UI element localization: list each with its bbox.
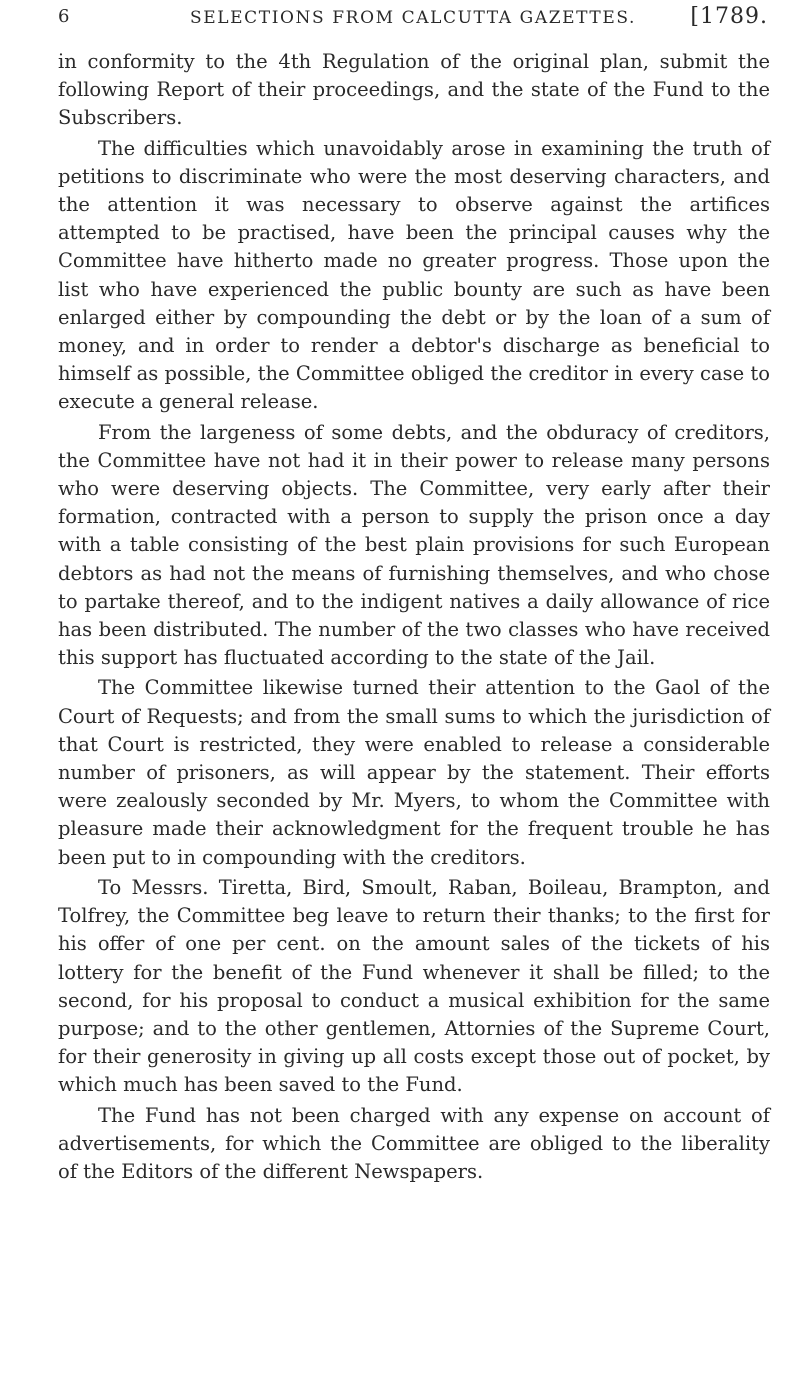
body-text <box>58 48 770 1186</box>
running-title: SELECTIONS FROM CALCUTTA GAZETTES. <box>190 8 636 28</box>
paragraph: From the largeness of some debts, and the obduracy of creditors, the Committee have not had it in their power to release many persons who were deserving objects. The Committee, very early after their formation, contracted with a person to supply the prison once a day with a table consisting of the best plain provisions for such European debtors as had not the means of furnishing themselves, and who chose to partake thereof, and to the indigent natives a daily allowance of rice has been distributed. The number of the two classes who have received this support has fluctuated according to the state of the Jail. <box>58 420 770 670</box>
header-year: [1789. <box>690 4 768 29</box>
page-number: 6 <box>58 6 70 27</box>
paragraph: The Committee likewise turned their attention to the Gaol of the Court of Requests; and from the small sums to which the jurisdiction of that Court is restricted, they were enabled to release a considerable number of prisoners, as will appear by the statement. Their efforts were zealously seconded by Mr. Myers, to whom the Committee with pleasure made their acknowledgment for the frequent trouble he has been put to in compounding with the creditors. <box>58 676 770 869</box>
running-head <box>58 4 768 44</box>
paragraph: The difficulties which unavoidably arose in examining the truth of petitions to discriminate who were the most deserving characters, and the attention it was necessary to observe against the artifices attempted to be practised, have been the principal causes why the Committee have hitherto made no greater progress. Those upon the list who have experienced the public bounty are such as have been enlarged either by compounding the debt or by the loan of a sum of money, and in order to render a debtor's discharge as beneficial to himself as possible, the Committee obliged the creditor in every case to execute a general release. <box>58 136 770 414</box>
paragraph: The Fund has not been charged with any expense on account of advertisements, for which the Committee are obliged to the liberality of the Editors of the different Newspapers. <box>58 1103 770 1183</box>
paragraph: To Messrs. Tiretta, Bird, Smoult, Raban, Boileau, Brampton, and Tolfrey, the Committee beg leave to return their thanks; to the first for his offer of one per cent. on the amount sales of the tickets of his lottery for the benefit of the Fund whenever it shall be filled; to the second, for his proposal to conduct a musical exhibition for the same purpose; and to the other gentlemen, Attornies of the Supreme Court, for their generosity in giving up all costs except those out of pocket, by which much has been saved to the Fund. <box>58 875 770 1097</box>
paragraph: in conformity to the 4th Regulation of the original plan, submit the following Report of their proceedings, and the state of the Fund to the Subscribers. <box>58 50 770 130</box>
